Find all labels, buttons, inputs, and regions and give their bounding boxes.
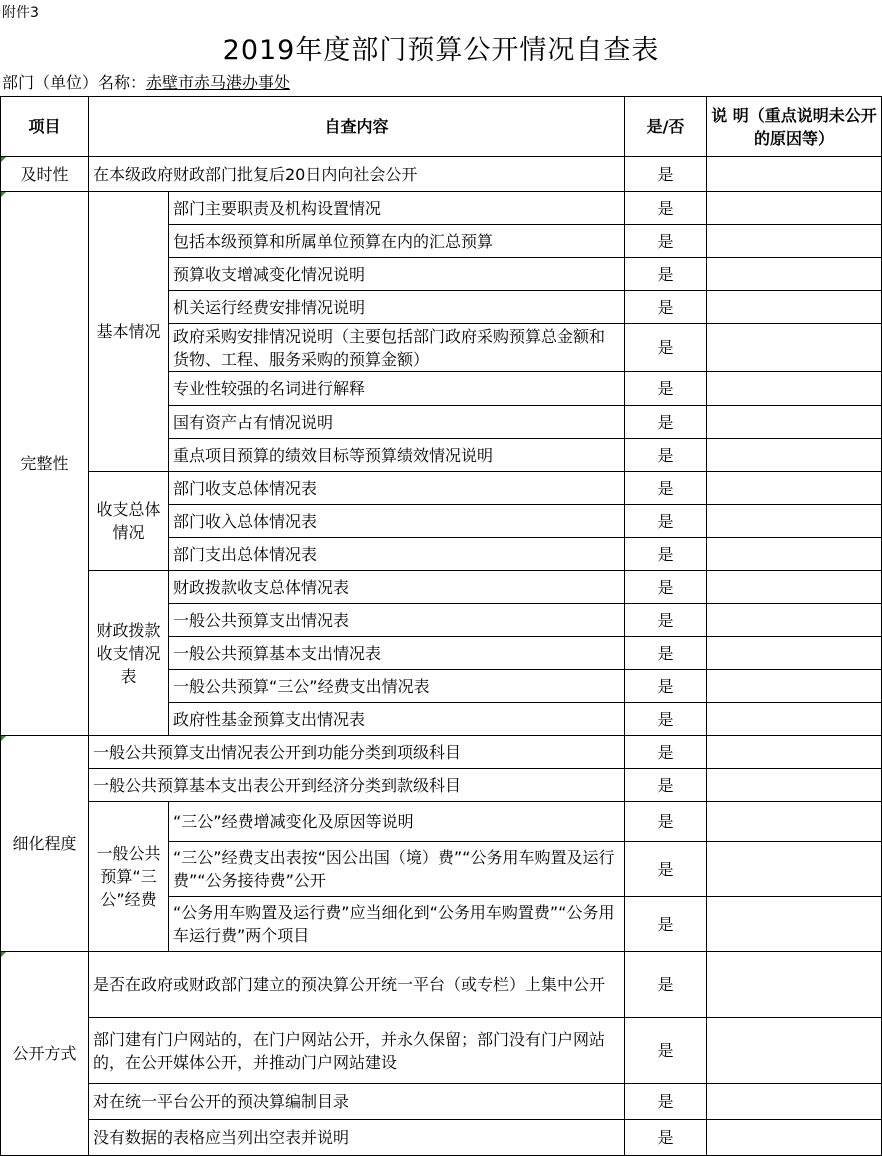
table-row	[1, 472, 882, 505]
note-cell	[707, 372, 882, 406]
check-value: 是	[625, 1018, 707, 1084]
check-content: “三公”经费支出表按“因公出国（境）费”“公务用车购置及运行费”“公务接待费”公开	[169, 842, 625, 897]
note-cell	[707, 736, 882, 769]
table-row	[1, 769, 882, 802]
check-content: 部门支出总体情况表	[169, 538, 625, 571]
note-cell	[707, 604, 882, 637]
check-value: 是	[625, 571, 707, 604]
check-value: 是	[625, 291, 707, 324]
check-value: 是	[625, 372, 707, 406]
check-value: 是	[625, 952, 707, 1018]
note-cell	[707, 571, 882, 604]
check-content: 一般公共预算基本支出情况表	[169, 637, 625, 670]
category-completeness: 完整性	[1, 192, 89, 736]
check-content: “三公”经费增减变化及原因等说明	[169, 802, 625, 842]
table-row	[1, 952, 882, 1018]
check-value: 是	[625, 897, 707, 952]
check-content: 部门收支总体情况表	[169, 472, 625, 505]
check-value: 是	[625, 736, 707, 769]
check-value: 是	[625, 637, 707, 670]
subcategory-basic: 基本情况	[89, 192, 169, 472]
note-cell	[707, 897, 882, 952]
note-cell	[707, 157, 882, 192]
table-row	[1, 736, 882, 769]
unit-line	[2, 70, 290, 93]
table-row	[1, 802, 882, 842]
check-content: 重点项目预算的绩效目标等预算绩效情况说明	[169, 439, 625, 472]
check-content: 政府采购安排情况说明（主要包括部门政府采购预算总金额和货物、工程、服务采购的预算金额）	[169, 324, 625, 372]
category-timeliness: 及时性	[1, 157, 89, 192]
unit-prefix: 部门（单位）名称：	[2, 73, 147, 92]
check-value: 是	[625, 472, 707, 505]
check-content: 一般公共预算“三公”经费支出情况表	[169, 670, 625, 703]
check-value: 是	[625, 324, 707, 372]
table-row	[1, 192, 882, 225]
check-value: 是	[625, 538, 707, 571]
subcategory-fiscal: 财政拨款收支情况表	[89, 571, 169, 736]
note-cell	[707, 637, 882, 670]
check-content: 预算收支增减变化情况说明	[169, 258, 625, 291]
note-cell	[707, 505, 882, 538]
subcategory-overall: 收支总体情况	[89, 472, 169, 571]
check-content: 财政拨款收支总体情况表	[169, 571, 625, 604]
header-item: 项目	[1, 97, 89, 157]
check-value: 是	[625, 406, 707, 439]
check-content: 一般公共预算支出情况表公开到功能分类到项级科目	[89, 736, 625, 769]
self-check-table	[0, 96, 882, 1156]
check-content: 没有数据的表格应当列出空表并说明	[89, 1120, 625, 1156]
header-row	[1, 97, 882, 157]
note-cell	[707, 225, 882, 258]
table-row	[1, 1120, 882, 1156]
check-content: 包括本级预算和所属单位预算在内的汇总预算	[169, 225, 625, 258]
category-method: 公开方式	[1, 952, 89, 1156]
category-detail: 细化程度	[1, 736, 89, 952]
table-row	[1, 157, 882, 192]
header-content: 自查内容	[89, 97, 625, 157]
note-cell	[707, 670, 882, 703]
check-content: 部门主要职责及机构设置情况	[169, 192, 625, 225]
check-content: 一般公共预算基本支出表公开到经济分类到款级科目	[89, 769, 625, 802]
subcategory-three-public: 一般公共预算“三公”经费	[89, 802, 169, 952]
check-value: 是	[625, 192, 707, 225]
page-title: 2019年度部门预算公开情况自查表	[222, 35, 660, 66]
check-content: 政府性基金预算支出情况表	[169, 703, 625, 736]
note-cell	[707, 258, 882, 291]
note-cell	[707, 291, 882, 324]
unit-name: 赤壁市赤马港办事处	[146, 73, 291, 92]
check-value: 是	[625, 842, 707, 897]
check-value: 是	[625, 769, 707, 802]
note-cell	[707, 324, 882, 372]
note-cell	[707, 538, 882, 571]
check-value: 是	[625, 802, 707, 842]
note-cell	[707, 406, 882, 439]
check-content: “公务用车购置及运行费”应当细化到“公务用车购置费”“公务用车运行费”两个项目	[169, 897, 625, 952]
table-row	[1, 571, 882, 604]
check-content: 国有资产占有情况说明	[169, 406, 625, 439]
table-row	[1, 1084, 882, 1120]
check-content: 机关运行经费安排情况说明	[169, 291, 625, 324]
note-cell	[707, 1084, 882, 1120]
check-value: 是	[625, 258, 707, 291]
check-value: 是	[625, 505, 707, 538]
check-value: 是	[625, 670, 707, 703]
note-cell	[707, 802, 882, 842]
note-cell	[707, 1120, 882, 1156]
check-content: 专业性较强的名词进行解释	[169, 372, 625, 406]
note-cell	[707, 472, 882, 505]
note-cell	[707, 769, 882, 802]
check-content: 是否在政府或财政部门建立的预决算公开统一平台（或专栏）上集中公开	[89, 952, 625, 1018]
check-content: 一般公共预算支出情况表	[169, 604, 625, 637]
check-value: 是	[625, 703, 707, 736]
check-value: 是	[625, 604, 707, 637]
header-yes-no: 是/否	[625, 97, 707, 157]
check-value: 是	[625, 225, 707, 258]
note-cell	[707, 1018, 882, 1084]
attachment-label: 附件3	[2, 5, 39, 21]
note-cell	[707, 703, 882, 736]
check-value: 是	[625, 439, 707, 472]
check-content: 部门收入总体情况表	[169, 505, 625, 538]
check-content: 对在统一平台公开的预决算编制目录	[89, 1084, 625, 1120]
header-note: 说 明（重点说明未公开的原因等）	[707, 97, 882, 157]
check-content: 在本级政府财政部门批复后20日内向社会公开	[89, 157, 625, 192]
table-row	[1, 1018, 882, 1084]
note-cell	[707, 952, 882, 1018]
note-cell	[707, 842, 882, 897]
check-value: 是	[625, 157, 707, 192]
note-cell	[707, 192, 882, 225]
check-content: 部门建有门户网站的，在门户网站公开，并永久保留；部门没有门户网站的，在公开媒体公开，并推动门户网站建设	[89, 1018, 625, 1084]
note-cell	[707, 439, 882, 472]
check-value: 是	[625, 1084, 707, 1120]
check-value: 是	[625, 1120, 707, 1156]
